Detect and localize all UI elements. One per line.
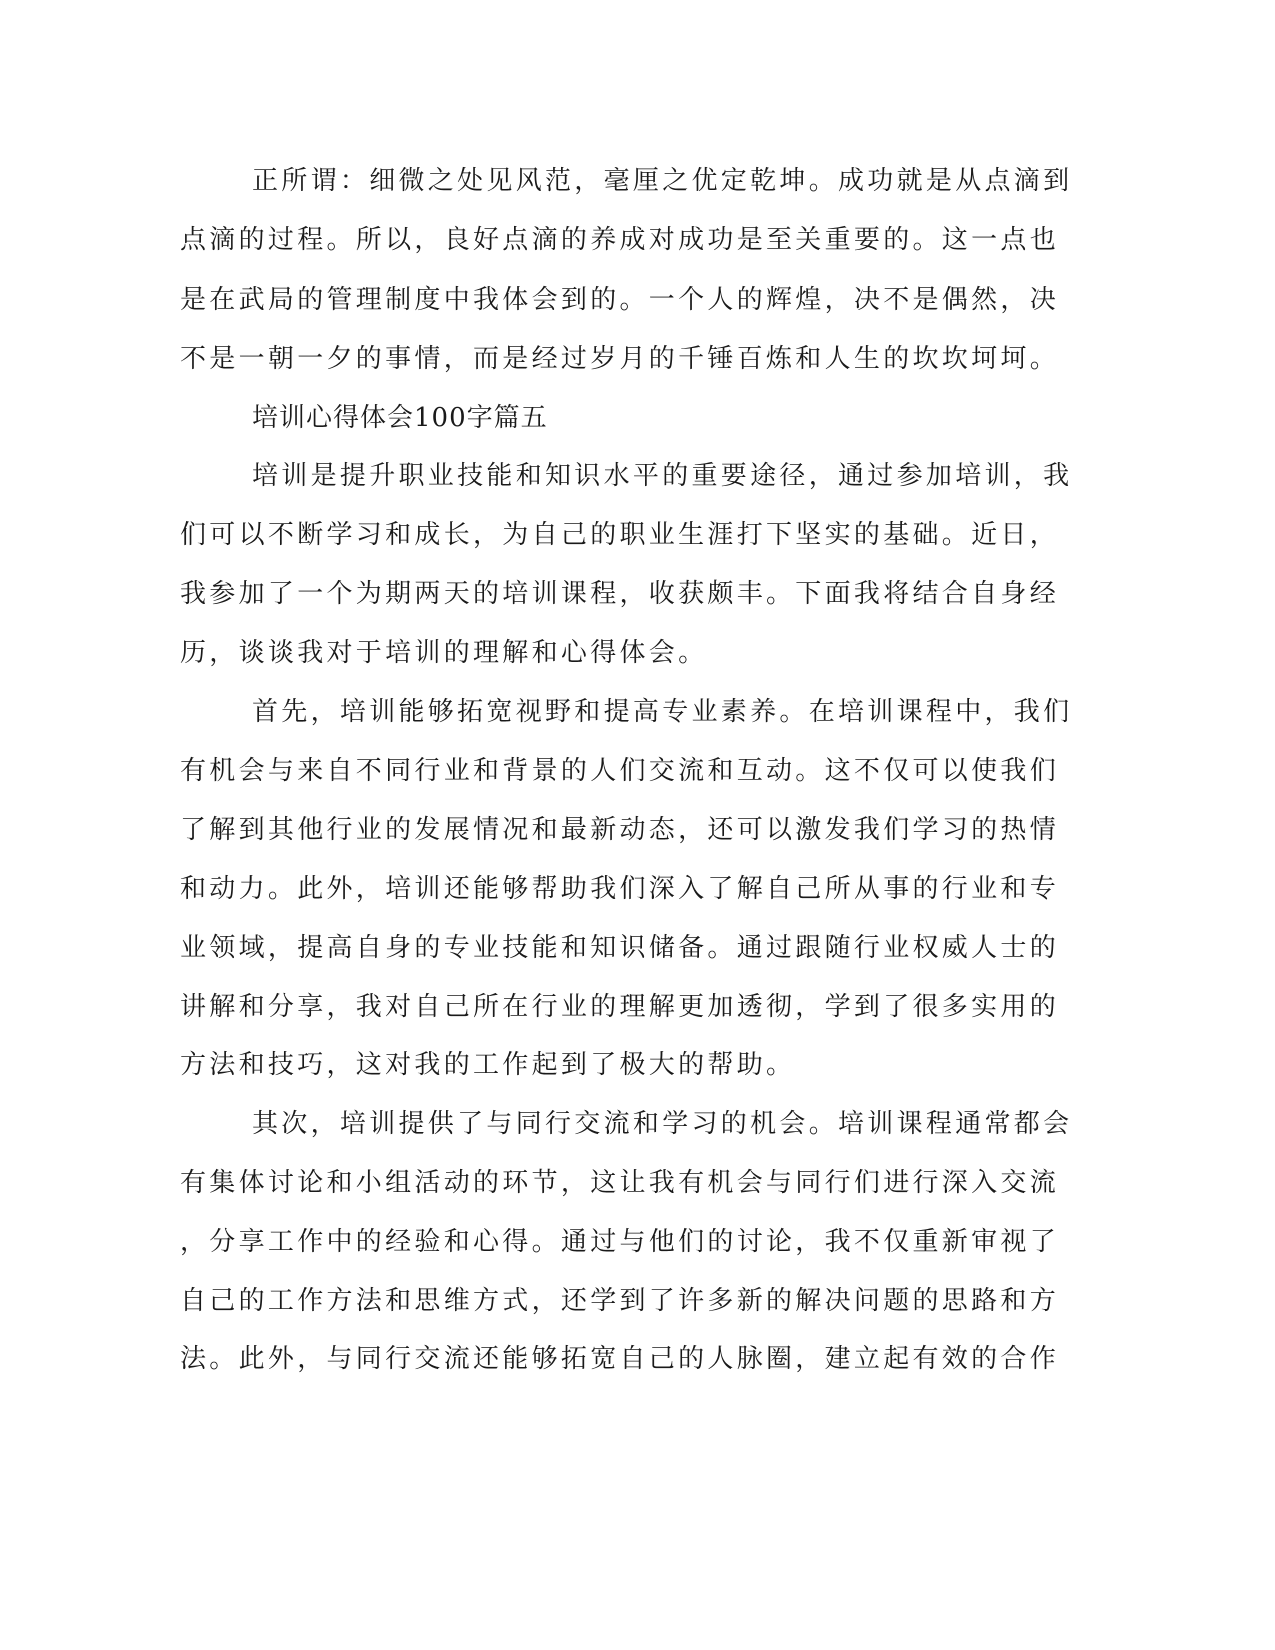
text-line: 首先，培训能够拓宽视野和提高专业素养。在培训课程中，我们 <box>252 697 1073 727</box>
text-line: 有集体讨论和小组活动的环节，这让我有机会与同行们进行深入交流 <box>180 1168 1060 1198</box>
text-line: 历，谈谈我对于培训的理解和心得体会。 <box>180 638 708 668</box>
text-line: 讲解和分享，我对自己所在行业的理解更加透彻，学到了很多实用的 <box>180 992 1060 1022</box>
text-line: 点滴的过程。所以，良好点滴的养成对成功是至关重要的。这一点也 <box>180 225 1060 255</box>
text-line: 我参加了一个为期两天的培训课程，收获颇丰。下面我将结合自身经 <box>180 579 1060 609</box>
text-line: 了解到其他行业的发展情况和最新动态，还可以激发我们学习的热情 <box>180 815 1060 845</box>
text-line: 业领域，提高自身的专业技能和知识储备。通过跟随行业权威人士的 <box>180 933 1060 963</box>
section-heading: 培训心得体会100字篇五 <box>252 403 548 433</box>
text-line: 和动力。此外，培训还能够帮助我们深入了解自己所从事的行业和专 <box>180 874 1060 904</box>
text-line: 有机会与来自不同行业和背景的人们交流和互动。这不仅可以使我们 <box>180 756 1060 786</box>
text-line: 正所谓：细微之处见风范，毫厘之优定乾坤。成功就是从点滴到 <box>252 166 1073 196</box>
text-line: 培训是提升职业技能和知识水平的重要途径，通过参加培训，我 <box>252 461 1073 491</box>
text-line: 方法和技巧，这对我的工作起到了极大的帮助。 <box>180 1050 796 1080</box>
text-line: 们可以不断学习和成长，为自己的职业生涯打下坚实的基础。近日， <box>180 520 1060 550</box>
text-line: ，分享工作中的经验和心得。通过与他们的讨论，我不仅重新审视了 <box>180 1227 1060 1257</box>
text-line: 自己的工作方法和思维方式，还学到了许多新的解决问题的思路和方 <box>180 1286 1060 1316</box>
text-line: 其次，培训提供了与同行交流和学习的机会。培训课程通常都会 <box>252 1109 1073 1139</box>
text-line: 是在武局的管理制度中我体会到的。一个人的辉煌，决不是偶然，决 <box>180 285 1060 315</box>
text-line: 不是一朝一夕的事情，而是经过岁月的千锤百炼和人生的坎坎坷坷。 <box>180 344 1060 374</box>
text-line: 法。此外，与同行交流还能够拓宽自己的人脉圈，建立起有效的合作 <box>180 1344 1060 1374</box>
